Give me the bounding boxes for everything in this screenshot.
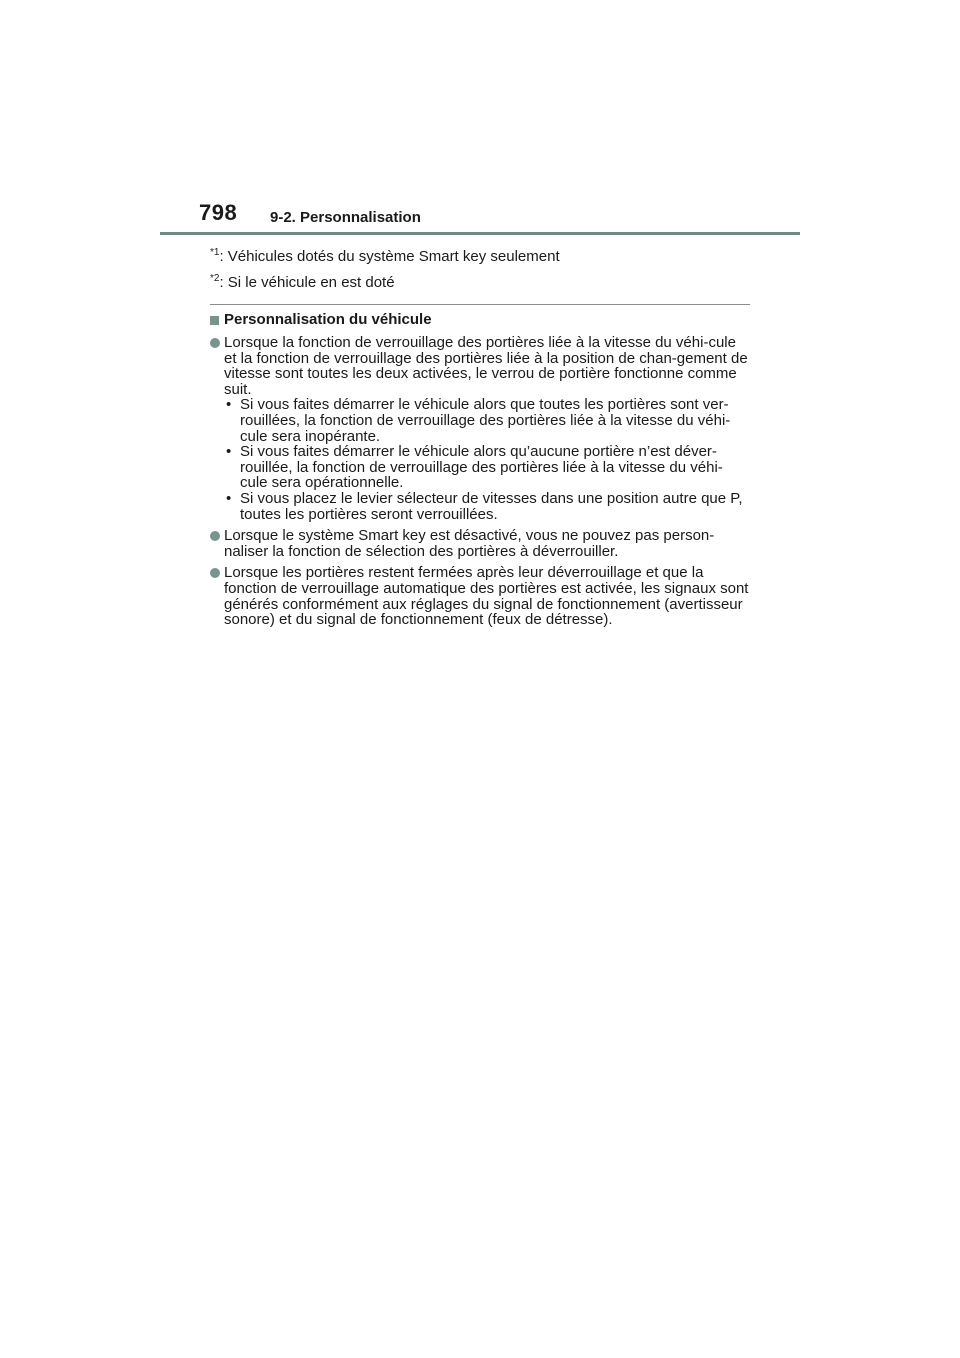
sub-item: [224, 491, 750, 522]
subheading: [210, 311, 750, 329]
dot-bullet-icon: •: [226, 396, 232, 414]
page-number: 798: [199, 200, 238, 225]
section-divider: [210, 304, 750, 305]
bullet-item: [210, 565, 750, 627]
square-bullet-icon: [210, 316, 219, 325]
footnote-2: [210, 266, 560, 292]
circle-bullet-icon: [210, 568, 220, 578]
circle-bullet-icon: [210, 531, 220, 541]
sub-item: [224, 444, 750, 491]
footnote-marker: *1: [210, 247, 220, 258]
subheading-text: Personnalisation du véhicule: [224, 311, 432, 328]
section-content: [210, 311, 750, 634]
footnote-text: : Si le véhicule en est doté: [219, 274, 395, 291]
footnotes: [210, 240, 560, 292]
bullet-text: Lorsque le système Smart key est désactivé, vous ne pouvez pas person-naliser la fonction de sélection des portières à déverrouiller.: [224, 527, 715, 560]
footnote-1: [210, 240, 560, 266]
footnote-marker: *2: [210, 273, 220, 284]
section-title: 9-2. Personnalisation: [270, 209, 421, 226]
sub-item-text: Si vous placez le levier sélecteur de vitesses dans une position autre que P, toutes les portières seront verrouillées.: [240, 489, 743, 523]
sub-item: [224, 397, 750, 444]
footnote-text: : Véhicules dotés du système Smart key seulement: [219, 248, 560, 265]
dot-bullet-icon: •: [226, 489, 232, 507]
bullet-text: Lorsque la fonction de verrouillage des portières liée à la vitesse du véhi-cule et la fonction de verrouillage des portières liée à la position de chan-gement de vitesse sont toutes les deux activées, le verrou de portière fonctionne comme suit.: [224, 334, 748, 398]
circle-bullet-icon: [210, 338, 220, 348]
bullet-item: [210, 528, 750, 559]
header-rule: [160, 232, 800, 235]
dot-bullet-icon: •: [226, 443, 232, 461]
bullet-text: Lorsque les portières restent fermées après leur déverrouillage et que la fonction de verrouillage automatique des portières est activée, les signaux sont générés conformément aux réglages du signal de fonctionnement (avertisseur sonore) et du signal de fonctionnement (feux de détresse).: [224, 564, 749, 629]
sub-item-text: Si vous faites démarrer le véhicule alors qu’aucune portière n’est déver-rouillée, la fonction de verrouillage des portières liée à la vitesse du véhi-cule sera opérationnelle.: [240, 443, 723, 492]
sub-item-text: Si vous faites démarrer le véhicule alors que toutes les portières sont ver-rouillées, la fonction de verrouillage des portières liée à la vitesse du véhi-cule sera inopérante.: [240, 396, 731, 445]
bullet-item: [210, 335, 750, 522]
